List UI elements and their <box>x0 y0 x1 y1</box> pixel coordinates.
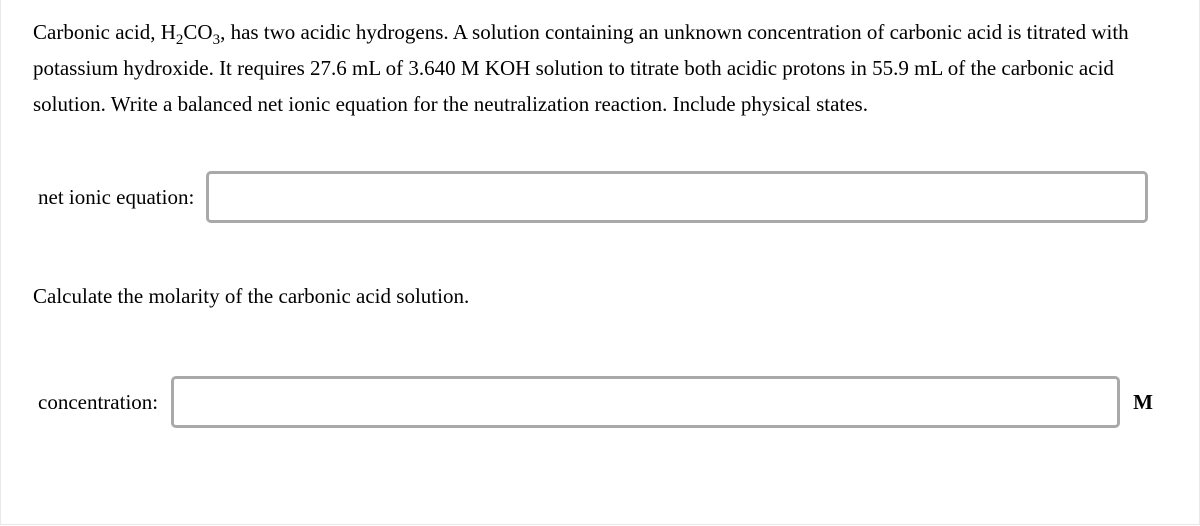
question-text <box>33 14 1183 122</box>
net-ionic-equation-input[interactable] <box>206 171 1148 223</box>
net-ionic-equation-row <box>38 171 1148 223</box>
concentration-row <box>38 376 1153 428</box>
concentration-input[interactable] <box>171 376 1120 428</box>
carbonic-acid-formula <box>160 20 221 48</box>
question-body: , has two acidic hydrogens. A solution containing an unknown concentration of carbonic acid is titrated with potassium hydroxide. It requires 27.6 mL of 3.640 M KOH solution to titrate both acidic protons in 55.9 mL of the carbonic acid solution. Write a balanced net ionic equation for the neutralization reaction. Include physical states. <box>33 20 1129 116</box>
formula-co-subscript: 3 <box>212 32 221 48</box>
net-ionic-equation-label: net ionic equation: <box>38 185 195 209</box>
question-intro: Carbonic acid, <box>33 20 161 44</box>
molarity-prompt: Calculate the molarity of the carbonic acid solution. <box>33 284 470 308</box>
concentration-unit: M <box>1133 389 1153 414</box>
formula-h-subscript: 2 <box>175 32 184 48</box>
concentration-label: concentration: <box>38 390 159 414</box>
formula-co: CO <box>183 20 213 44</box>
formula-h: H <box>160 20 176 44</box>
